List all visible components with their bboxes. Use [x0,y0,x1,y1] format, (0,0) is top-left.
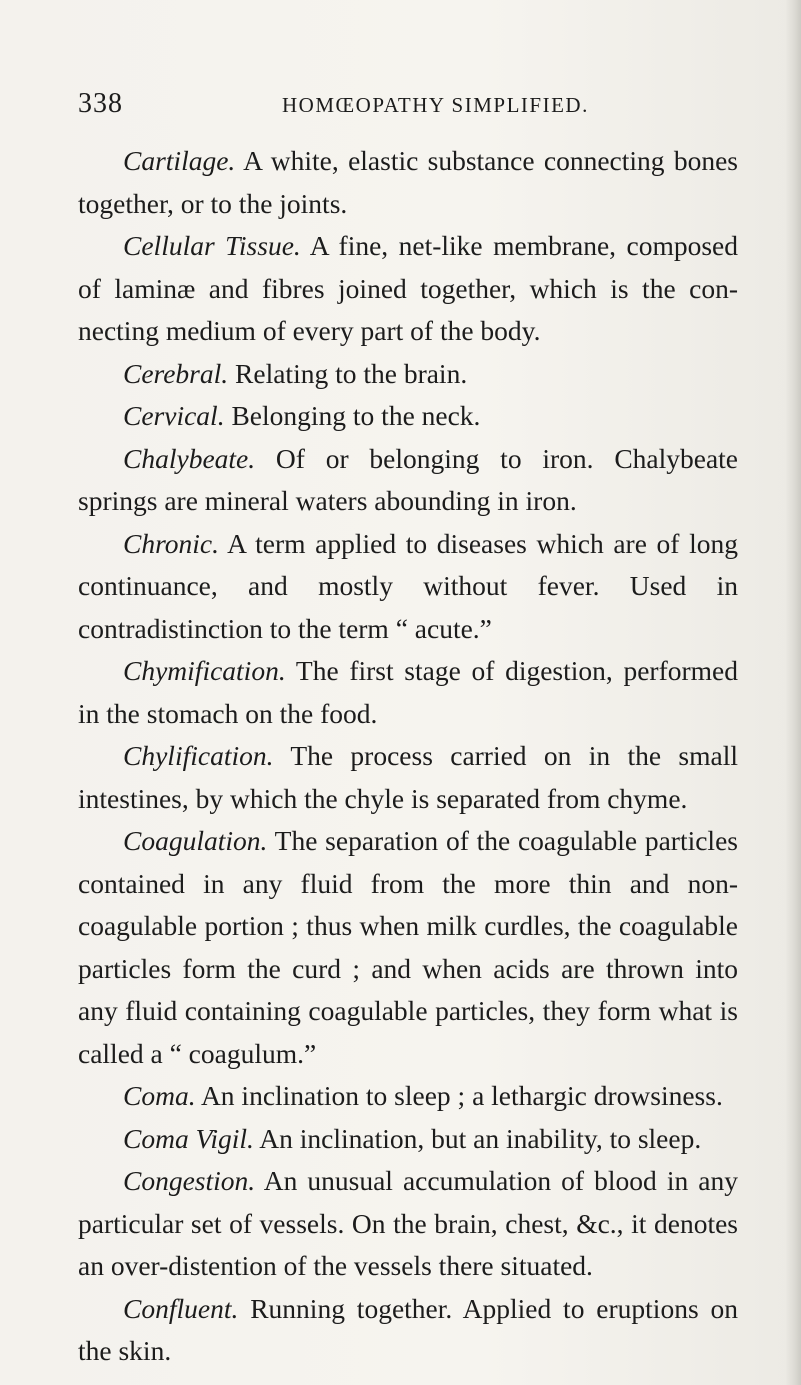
page-edge-shadow [785,0,801,1385]
entry-definition: An unusual accumulation of blood in any particular set of vessels. On the brain, chest, &c., it denotes an over-distention of the vessels there situated. [78,1165,739,1281]
glossary-entry-congestion [78,1160,738,1288]
entry-definition: Relating to the brain. [235,357,468,389]
entry-definition: The process carried on in the small intestines, by which the chyle is separated from chyme. [78,740,738,814]
entry-term: Congestion. [123,1165,256,1196]
entry-term: Coagulation. [123,825,268,856]
glossary-entry-cartilage [78,140,738,225]
glossary-entry-cellular-tissue [78,225,738,353]
entry-definition: An inclination, but an inability, to sleep. [259,1122,702,1154]
glossary-entry-cerebral [78,353,738,396]
entry-term: Confluent. [123,1292,239,1324]
entry-term: Cervical. [123,400,225,431]
entry-definition: Running together. Applied to eruptions on the skin. [78,1292,738,1366]
entry-definition: The first stage of digestion, performed in the stomach on the food. [78,655,738,729]
glossary-entry-coma-vigil [78,1118,738,1161]
glossary-entry-chronic [78,523,738,651]
glossary-entry-chymification [78,650,738,735]
entry-definition: A term applied to diseases which are of long continuance, and mostly without fever. Used in contradistinction to the term “ acute.” [78,527,738,644]
running-head [78,88,738,124]
glossary-entry-cervical [78,395,738,438]
glossary-entry-chalybeate [78,438,738,523]
entry-term: Cartilage. [123,145,236,176]
entry-definition: Belonging to the neck. [231,400,481,431]
entry-term: Chronic. [123,527,219,559]
glossary-entry-confluent [78,1288,738,1373]
entry-term: Chalybeate. [123,442,256,474]
header-title: HOMŒOPATHY SIMPLIFIED. [282,93,589,117]
entry-definition: Of or belonging to iron. Chalybeate springs are mineral waters abounding in iron. [78,442,739,516]
glossary-entry-coma [78,1075,738,1118]
entry-definition: The separation of the coagulable particles contained in any fluid from the more thin and non-coagulable portion ; thus when milk curdles, the coagulable particles form the curd ; and when acids are thrown into any fluid containing coagulable particles, they form what is called a “ coagulum.” [78,825,738,1069]
glossary-text [78,140,738,1373]
entry-term: Coma. [123,1080,196,1111]
entry-term: Chymification. [123,655,286,686]
entry-definition: A white, elastic substance connecting bones together, or to the joints. [78,145,738,219]
entry-term: Chylification. [123,740,274,771]
glossary-entry-chylification [78,735,738,820]
entry-term: Cerebral. [123,357,229,389]
entry-term: Cellular Tissue. [123,230,301,261]
entry-definition: A fine, net-like membrane, composed of laminæ and fibres joined together, which is the connecting medium of every part of the body. [78,230,739,346]
entry-definition: An inclination to sleep ; a lethargic drowsiness. [200,1080,723,1111]
entry-term: Coma Vigil. [123,1122,254,1154]
page-number: 338 [78,88,123,119]
glossary-entry-coagulation [78,820,738,1075]
